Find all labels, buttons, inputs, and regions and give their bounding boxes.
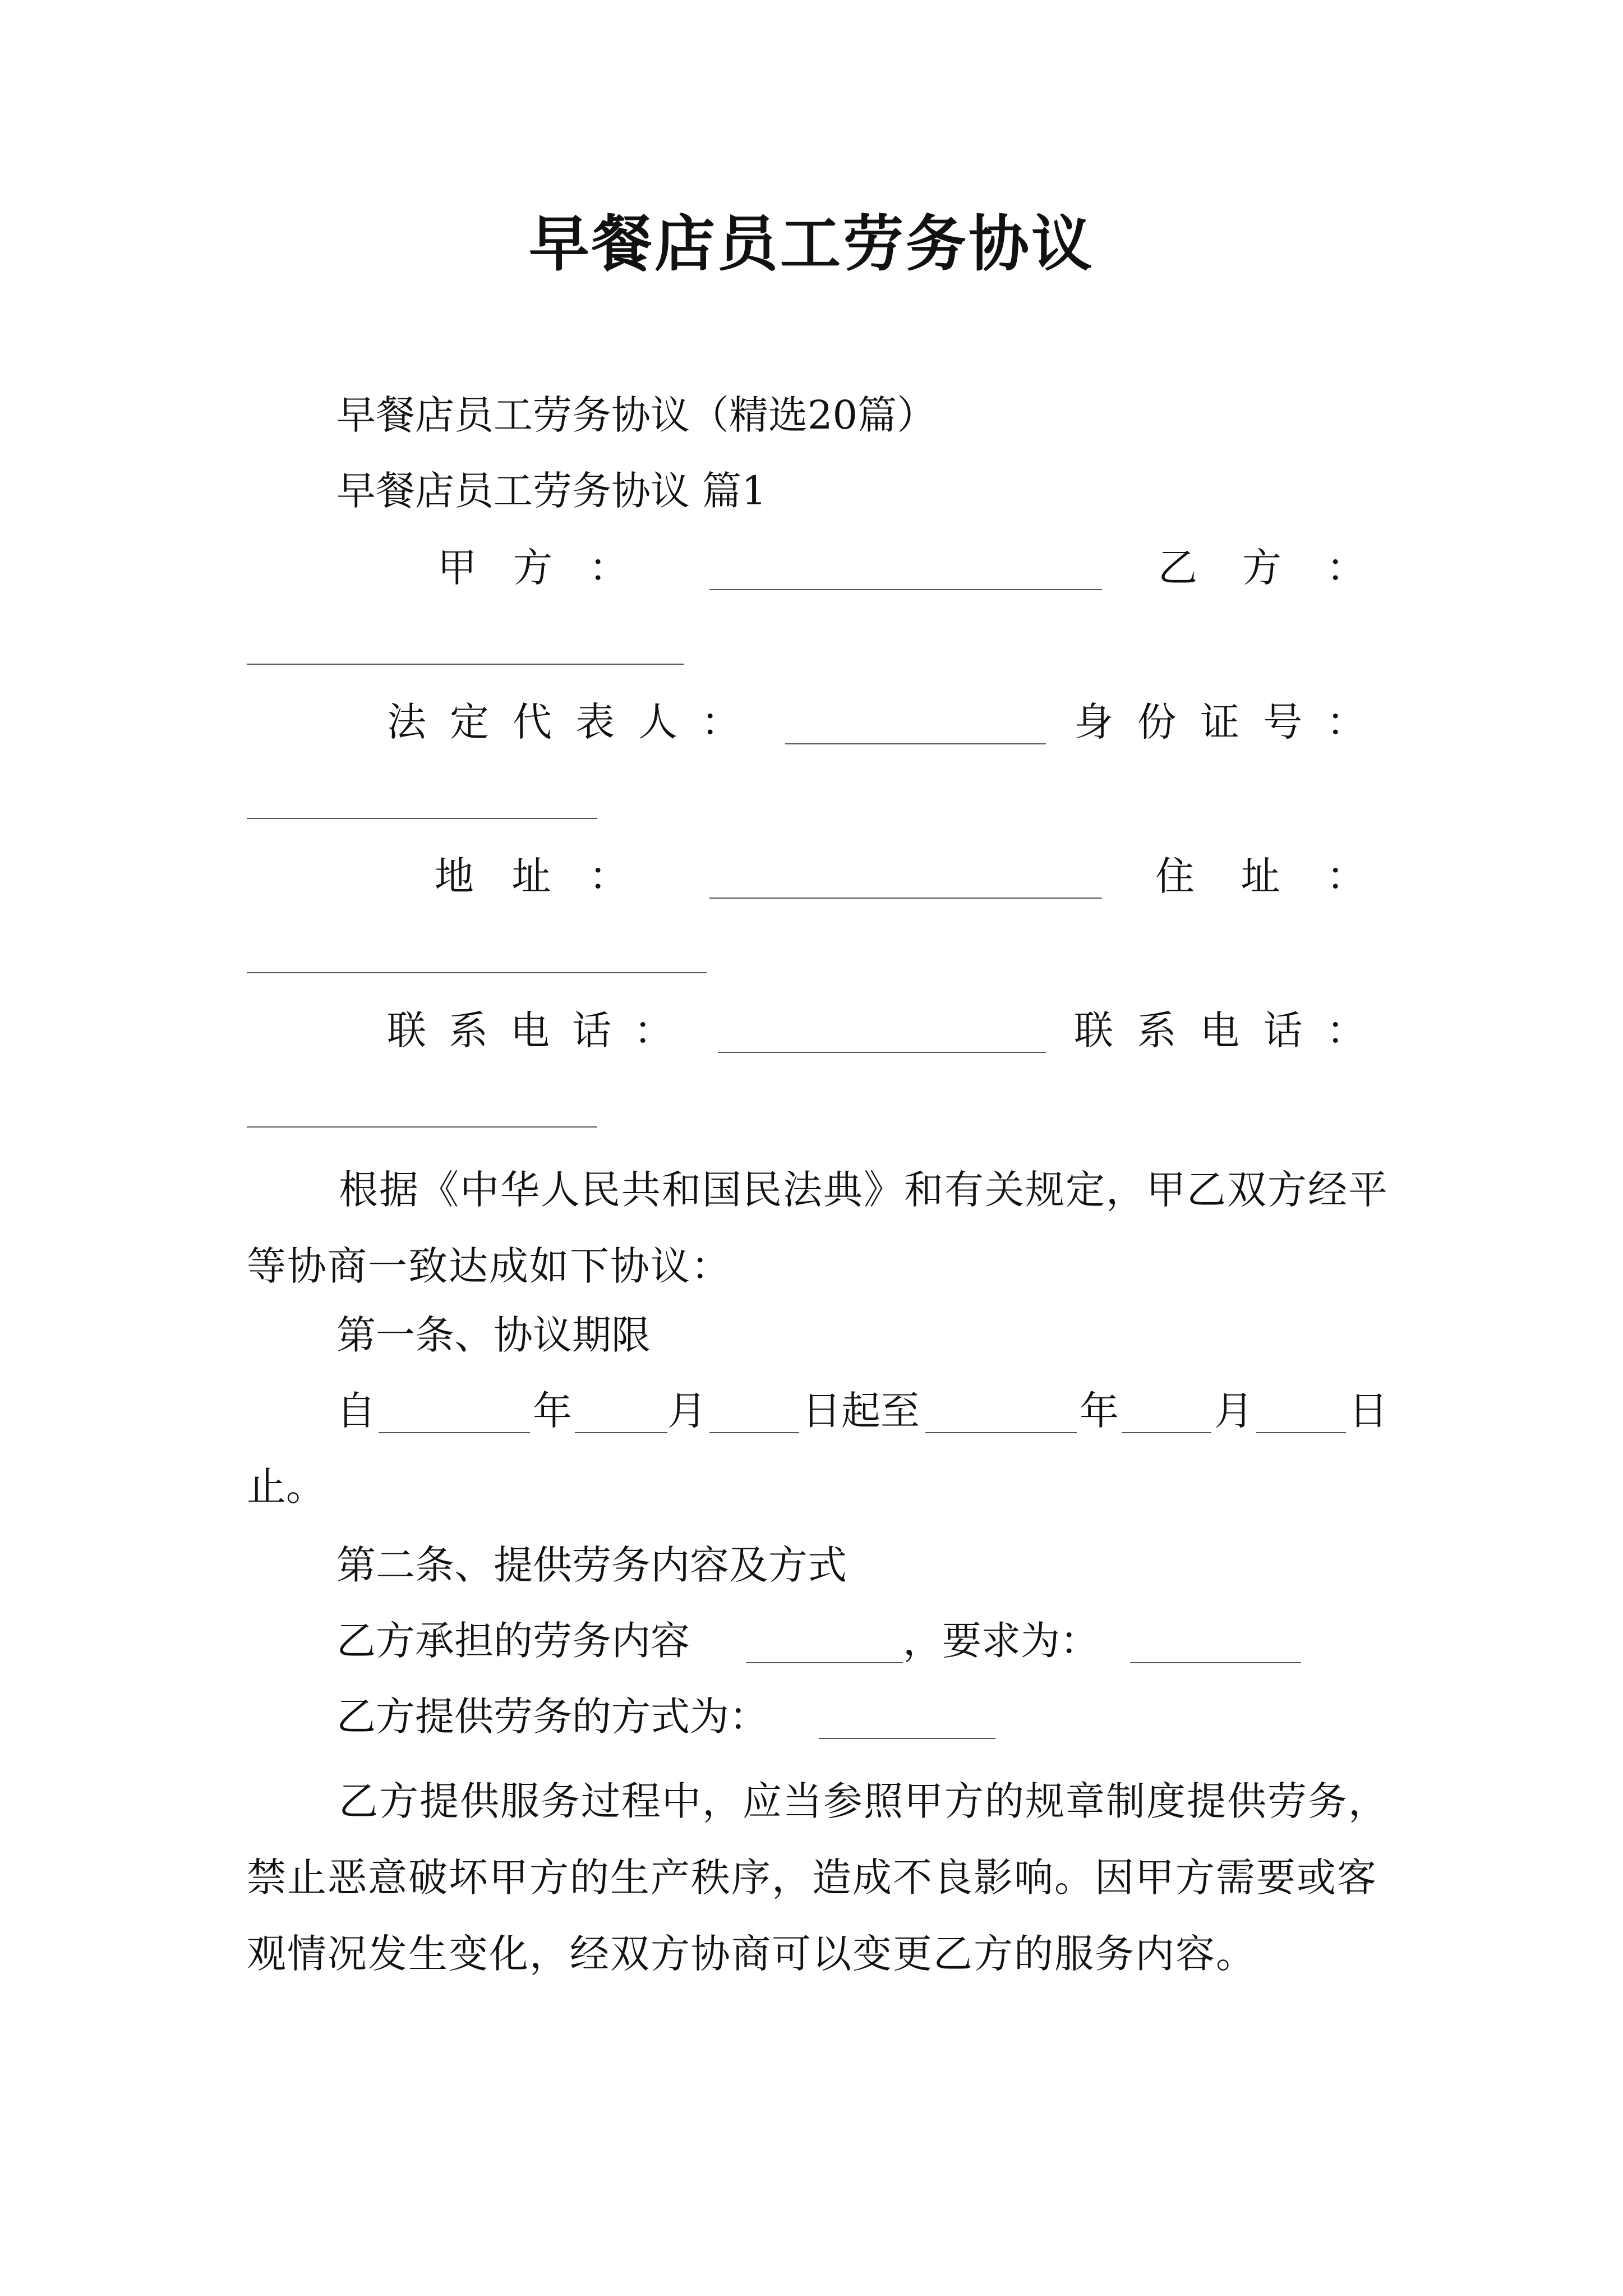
term-month-2: 月 bbox=[1214, 1388, 1253, 1434]
intro-paragraph: 根据《中华人民共和国民法典》和有关规定，甲乙双方经平等协商一致达成如下协议： bbox=[247, 1167, 1389, 1289]
end-year-blank[interactable] bbox=[925, 1432, 1077, 1433]
address-blank[interactable] bbox=[709, 898, 1102, 899]
end-day-blank[interactable] bbox=[1256, 1432, 1346, 1433]
party-b-blank[interactable] bbox=[247, 664, 684, 665]
phone-b-label: 联 系 电 话 ： bbox=[1074, 1007, 1366, 1053]
term-from: 自 bbox=[336, 1388, 376, 1434]
start-month-blank[interactable] bbox=[575, 1432, 667, 1433]
method-blank[interactable] bbox=[819, 1738, 995, 1739]
term-day-2: 日 bbox=[1349, 1388, 1388, 1434]
id-number-label: 身 份 证 号 ： bbox=[1074, 699, 1366, 745]
phone-a-label: 联 系 电 话 ： bbox=[387, 1007, 673, 1053]
term-month-1: 月 bbox=[667, 1388, 707, 1434]
content-prefix: 乙方承担的劳务内容 bbox=[336, 1618, 690, 1664]
legal-rep-label: 法 定 代 表 人 ： bbox=[387, 699, 740, 745]
document-subtitle: 早餐店员工劳务协议（精选20篇） bbox=[336, 392, 937, 438]
requirement-blank[interactable] bbox=[1130, 1662, 1301, 1663]
section-heading: 早餐店员工劳务协议 篇1 bbox=[336, 468, 767, 514]
document-title: 早餐店员工劳务协议 bbox=[528, 209, 1094, 279]
article-2-paragraph: 乙方提供服务过程中，应当参照甲方的规章制度提供劳务，禁止恶意破坏甲方的生产秩序，造成不良影响。因甲方需要或客观情况发生变化，经双方协商可以变更乙方的服务内容。 bbox=[247, 1778, 1389, 1977]
start-year-blank[interactable] bbox=[379, 1432, 530, 1433]
term-end: 止。 bbox=[247, 1464, 325, 1510]
term-day-start-to: 日起至 bbox=[802, 1388, 920, 1434]
article-1-heading: 第一条、协议期限 bbox=[336, 1312, 651, 1358]
party-b-label: 乙 方 ： bbox=[1158, 545, 1366, 591]
phone-b-blank[interactable] bbox=[247, 1126, 597, 1128]
content-suffix: ，要求为： bbox=[903, 1618, 1099, 1664]
party-a-blank[interactable] bbox=[709, 589, 1102, 590]
term-year-2: 年 bbox=[1080, 1388, 1119, 1434]
article-2-heading: 第二条、提供劳务内容及方式 bbox=[336, 1542, 847, 1588]
labor-content-blank[interactable] bbox=[746, 1662, 903, 1663]
residence-label: 住 址 ： bbox=[1155, 853, 1366, 899]
phone-a-blank[interactable] bbox=[718, 1052, 1046, 1053]
method-prefix: 乙方提供劳务的方式为： bbox=[336, 1694, 768, 1740]
id-number-blank[interactable] bbox=[247, 818, 597, 819]
legal-rep-blank[interactable] bbox=[785, 743, 1046, 744]
start-day-blank[interactable] bbox=[709, 1432, 799, 1433]
term-year-1: 年 bbox=[533, 1388, 572, 1434]
end-month-blank[interactable] bbox=[1122, 1432, 1211, 1433]
address-label: 地 址 ： bbox=[435, 853, 628, 899]
residence-blank[interactable] bbox=[247, 972, 707, 973]
party-a-label: 甲 方 ： bbox=[437, 545, 628, 591]
